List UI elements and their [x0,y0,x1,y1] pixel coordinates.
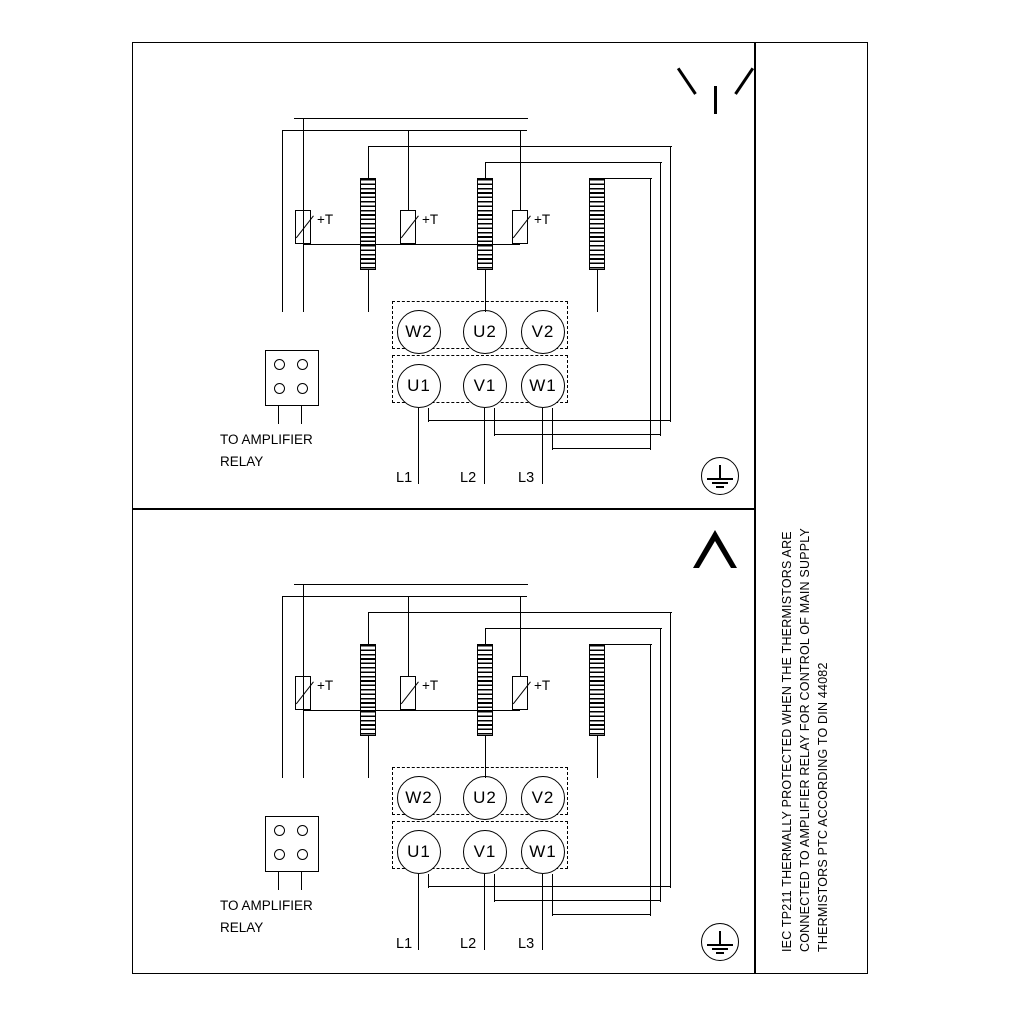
amplifier-connection-block [265,350,319,406]
wire-top-stub-1 [368,146,369,178]
terminal-w1: W1 [521,830,565,874]
thermistor-3-label: +T [534,212,551,227]
thermistor-2-label: +T [422,212,439,227]
coil-to-terminal-2 [485,270,486,312]
wire-bottom-2 [494,434,660,435]
terminal-w2: W2 [397,310,441,354]
earth-symbol [697,457,745,501]
thermistor-link-1 [303,710,408,711]
thermistor-wire-drop-2 [408,130,409,210]
wire-top-2 [485,628,662,629]
thermistor-link-2 [408,244,520,245]
motor-coil-1 [360,178,376,270]
thermistor-wire-drop-3 [520,130,521,210]
thermistor-wire-drop-3 [520,596,521,676]
thermistor-wire-top-b [294,584,528,585]
connection-hole-3 [274,383,285,394]
amplifier-lead-2 [301,406,302,424]
thermistor-link-1 [303,244,408,245]
wire-right-1 [670,146,671,422]
thermistor-2-label: +T [422,678,439,693]
supply-label-l2: L2 [460,470,477,486]
thermistor-wire-left-b [303,584,304,778]
wire-bottom-stub-2 [494,874,495,902]
motor-coil-1 [360,644,376,736]
connection-hole-2 [297,359,308,370]
wire-top-stub-1 [368,612,369,644]
supply-label-l1: L1 [396,936,413,952]
wire-bottom-1 [428,886,670,887]
thermistor-wire-top-b [294,118,528,119]
wire-top-3 [597,178,652,179]
terminal-v1: V1 [463,364,507,408]
thermistor-1-label: +T [317,678,334,693]
wire-bottom-stub-3 [552,408,553,450]
coil-to-terminal-2 [485,736,486,778]
note-line-2: CONNECTED TO AMPLIFIER RELAY FOR CONTROL OF MAIN SUPPLY [798,527,812,952]
wire-bottom-1 [428,420,670,421]
coil-to-terminal-1 [368,270,369,312]
amplifier-lead-1 [278,406,279,424]
wire-top-stub-2 [485,628,486,644]
wire-bottom-stub-2 [494,408,495,436]
thermistor-wire-drop-2 [408,596,409,676]
terminal-v1: V1 [463,830,507,874]
thermistor-wire-drop-1 [303,118,304,212]
coil-to-terminal-1 [368,736,369,778]
thermistor-3-label: +T [534,678,551,693]
thermistor-link-2 [408,710,520,711]
connection-hole-3 [274,849,285,860]
connection-hole-1 [274,825,285,836]
coil-to-terminal-3 [597,736,598,778]
motor-coil-2 [477,178,493,270]
terminal-v2: V2 [521,310,565,354]
connection-hole-4 [297,849,308,860]
amplifier-connection-block [265,816,319,872]
wire-right-2 [660,162,661,436]
supply-label-l2: L2 [460,936,477,952]
wire-bottom-stub-1 [428,408,429,422]
thermistor-wire-left-a [282,596,283,778]
coil-to-terminal-3 [597,270,598,312]
thermistor-1-label: +T [317,212,334,227]
wire-top-2 [485,162,662,163]
thermistor-wire-top-a [282,130,527,131]
terminal-w2: W2 [397,776,441,820]
supply-label-l3: L3 [518,470,535,486]
supply-line-l1 [418,874,419,950]
panel-star-connection [132,42,754,508]
thermistor-3 [512,210,528,244]
thermistor-wire-top-a [282,596,527,597]
earth-symbol [697,923,745,967]
amplifier-label-line2: RELAY [220,454,264,469]
wire-right-3 [650,178,651,450]
wire-bottom-2 [494,900,660,901]
terminal-u1: U1 [397,830,441,874]
motor-coil-3 [589,644,605,736]
delta-triangle-inner [699,541,731,568]
thermistor-3 [512,676,528,710]
motor-coil-3 [589,178,605,270]
wire-right-2 [660,628,661,902]
wire-right-1 [670,612,671,888]
connection-hole-2 [297,825,308,836]
wire-right-3 [650,644,651,916]
thermistor-2 [400,210,416,244]
motor-coil-2 [477,644,493,736]
connection-hole-1 [274,359,285,370]
panel-delta-connection [132,508,754,974]
terminal-v2: V2 [521,776,565,820]
thermistor-wire-left-a [282,130,283,312]
star-y-symbol [692,62,738,114]
terminal-w1: W1 [521,364,565,408]
supply-line-l1 [418,408,419,484]
amplifier-label-line1: TO AMPLIFIER [220,432,313,447]
terminal-u1: U1 [397,364,441,408]
wire-bottom-stub-1 [428,874,429,888]
wire-top-3 [597,644,652,645]
note-line-3: THERMISTORS PTC ACCORDING TO DIN 44082 [816,662,830,952]
note-column [754,42,868,974]
terminal-u2: U2 [463,310,507,354]
wire-bottom-3 [552,914,650,915]
note-line-1: IEC TP211 THERMALLY PROTECTED WHEN THE THERMISTORS ARE [780,531,794,952]
wire-top-stub-2 [485,162,486,178]
terminal-u2: U2 [463,776,507,820]
connection-hole-4 [297,383,308,394]
thermistor-2 [400,676,416,710]
amplifier-lead-1 [278,872,279,890]
amplifier-lead-2 [301,872,302,890]
wire-bottom-stub-3 [552,874,553,916]
amplifier-label-line2: RELAY [220,920,264,935]
supply-label-l1: L1 [396,470,413,486]
supply-label-l3: L3 [518,936,535,952]
amplifier-label-line1: TO AMPLIFIER [220,898,313,913]
wire-bottom-3 [552,448,650,449]
